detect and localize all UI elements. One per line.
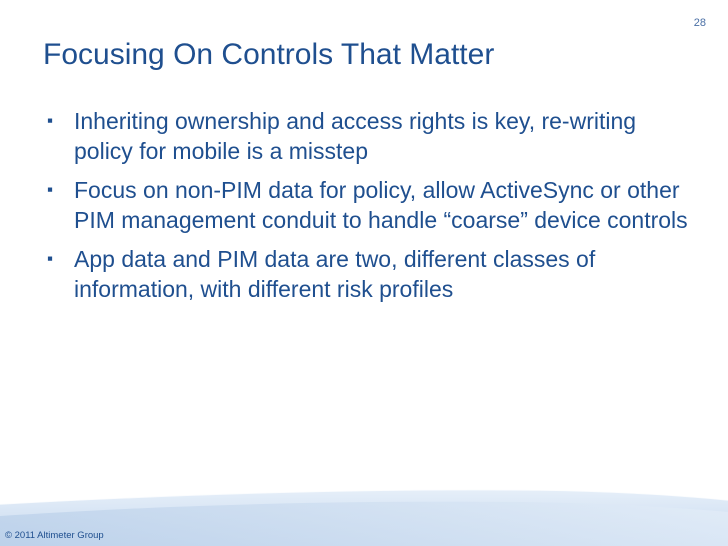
slide-title: Focusing On Controls That Matter — [43, 38, 495, 71]
footer-wave-band — [0, 476, 728, 546]
bullet-item — [44, 244, 694, 304]
bullet-list — [44, 106, 694, 313]
square-bullet-icon: ▪ — [47, 180, 54, 199]
bullet-text: Inheriting ownership and access rights is key, re-writing policy for mobile is a misstep — [74, 108, 637, 164]
bullet-text: Focus on non-PIM data for policy, allow ActiveSync or other PIM management conduit to handle “coarse” device controls — [74, 177, 688, 233]
bullet-text: App data and PIM data are two, different classes of information, with different risk profiles — [74, 246, 596, 302]
square-bullet-icon: ▪ — [47, 249, 54, 268]
bullet-item — [44, 106, 694, 166]
square-bullet-icon: ▪ — [47, 111, 54, 130]
bullet-item — [44, 175, 694, 235]
page-number: 28 — [693, 17, 706, 29]
copyright-text: © 2011 Altimeter Group — [5, 530, 104, 541]
